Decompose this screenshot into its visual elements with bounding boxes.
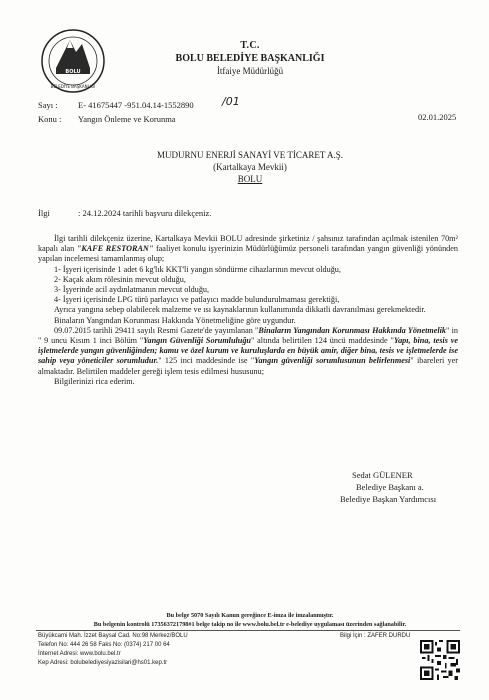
recipient-company: MUDURNU ENERJİ SANAYİ VE TİCARET A.Ş. — [157, 150, 343, 160]
footer-divider — [36, 630, 460, 631]
signer-title-2: Belediye Başkan Yardımcısı — [340, 494, 437, 504]
info-contact: Bilgi İçin : ZAFER DURDU — [340, 633, 411, 639]
header-tc: T.C. — [240, 40, 260, 51]
list-item: 1- İşyeri içerisinde 1 adet 6 kg'lık KKT'li yangın söndürme cihazlarının mevcut olduğu, — [54, 264, 341, 274]
list-item: 3- İşyerinde acil aydınlatmanın mevcut olduğu, — [54, 285, 210, 295]
header-department: İtfaiye Müdürlüğü — [216, 66, 284, 76]
paragraph-2: Ayrıca yangına sebep olabilecek malzeme ve ısı kaynaklarının kullanımında dikkatli davranılması gerekmektedir. — [54, 305, 426, 315]
list-item: 2- Kaçak akım rölesinin mevcut olduğu, — [54, 274, 186, 284]
recipient-location: (Kartalkaya Mevkii) — [213, 162, 287, 172]
konu-value: Yangın Önleme ve Korunma — [78, 114, 176, 124]
ilgi-value: : 24.12.2024 tarihli başvuru dilekçeniz. — [78, 208, 212, 218]
qr-code-icon — [420, 640, 460, 680]
e-signature-note: Bu belge 5070 Sayılı Kanun gereğince E-imza ile imzalanmıştır. — [166, 612, 334, 619]
signer-title-1: Belediye Başkanı a. — [356, 482, 424, 492]
paragraph-1: İlgi tarihli dilekçeniz üzerine, Kartalkaya Mevkii BOLU adresinde şirketiniz / şahsınız tarafından açılmak istenilen 70m² kapalı alan "KAFE RESTORAN" faaliyet konulu işyerinizin Müdürlüğümüz personeli tarafından yangın güvenliği yönünden yapılan incelemesi tamamlanmış olup; — [38, 234, 458, 264]
footer-kep: Kep Adresi: bolubelediyesiyazisilari@hs01.kep.tr — [38, 660, 168, 666]
konu-label: Konu : — [38, 114, 62, 124]
header-municipality: BOLU BELEDİYE BAŞKANLIĞI — [175, 53, 325, 64]
footer-address: Büyükcami Mah. İzzet Baysal Cad. No:98 Merkez/BOLU — [38, 633, 188, 639]
municipality-logo — [40, 28, 106, 94]
document-date: 02.01.2025 — [418, 112, 457, 122]
business-type: "KAFE RESTORAN" — [76, 244, 154, 254]
ilgi-label: İlgi — [38, 208, 50, 218]
handwritten-suffix: /01 — [222, 95, 240, 108]
sayi-label: Sayı : — [38, 100, 58, 110]
svg-text:BOLU: BOLU — [65, 69, 81, 75]
paragraph-3: Binaların Yangından Korunması Hakkında Yönetmeliğine göre uygundur. — [54, 315, 296, 325]
closing-line: Bilgilerinizi rica ederim. — [54, 376, 135, 386]
list-item: 4- İşyeri içerisinde LPG türü parlayıcı ve patlayıcı madde bulundurulmaması gerektiği, — [54, 295, 340, 305]
footer-phone: Telefon No: 444 26 58 Faks No: (0374) 217 00 64 — [38, 642, 170, 648]
recipient-city: BOLU — [237, 174, 263, 184]
svg-text:BELEDİYE BAŞKANLIĞI: BELEDİYE BAŞKANLIĞI — [50, 84, 96, 89]
letter-body — [38, 234, 458, 387]
footer-web: İnternet Adresi: www.bolu.bel.tr — [38, 651, 121, 657]
signer-name: Sedat GÜLENER — [352, 470, 413, 480]
verification-note: Bu belgenin kontrolü 173563721798#1 belge takip no ile www.bolu.bel.tr e-belediye uygulaması üzerinden sağlanabilir. — [93, 621, 407, 628]
sayi-value: E- 41675447 -951.04.14-1552890 — [78, 100, 194, 110]
paragraph-4: 09.07.2015 tarihli 29411 sayılı Resmi Gazete'de yayımlanan "Binaların Yangından Korunması Hakkında Yönetmelik" in " 9 uncu Kısım 1 inci Bölüm "Yangın Güvenliği Sorumluluğu" altında belirtilen 124 üncü maddesinde "Yapı, bina, tesis ve işletmelerde yangın güvenliğinden; kamu ve özel kurum ve kuruluşlarda en büyük amir, diğer bina, tesis ve işletmelerde ise sahip veya yöneticiler sorumludur." 125 inci maddesinde ise "Yangın güvenliği sorumlusunun belirlenmesi" ibareleri yer almaktadır. Belirtilen maddeler gereği işlem tesis edilmesi hususunu; — [38, 325, 459, 376]
